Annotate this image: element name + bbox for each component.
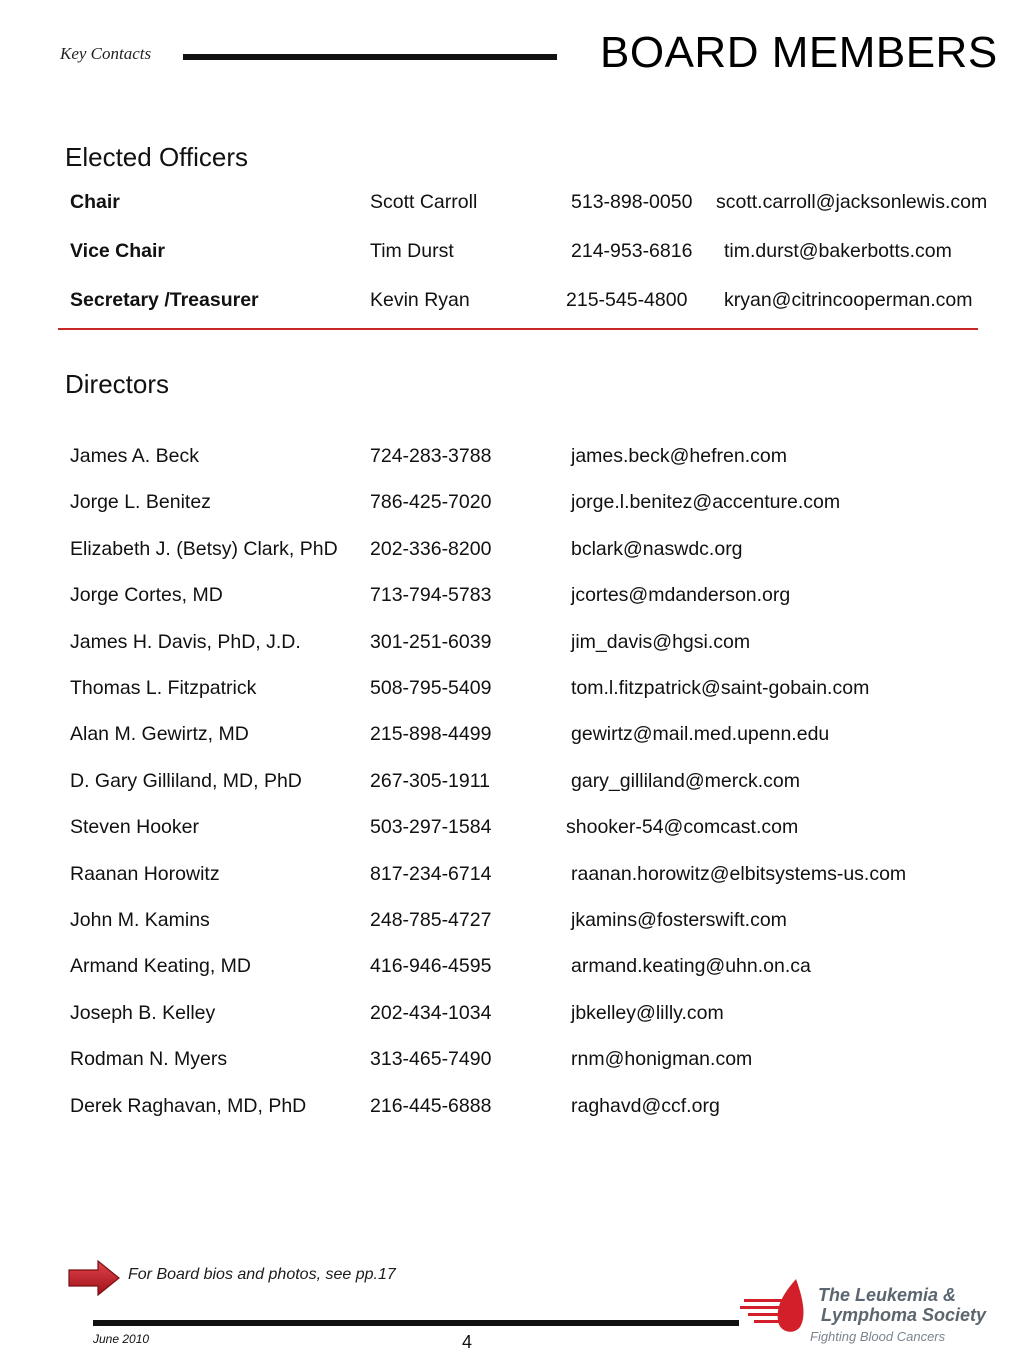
director-name: Raanan Horowitz [70,863,220,885]
director-row [0,677,1024,703]
director-name: Jorge Cortes, MD [70,584,223,606]
officer-phone: 215-545-4800 [566,289,688,311]
page-number: 4 [462,1332,473,1352]
director-phone: 503-297-1584 [370,816,492,838]
officer-phone: 214-953-6816 [571,240,693,262]
officer-role: Chair [70,191,120,213]
red-drop-streak-icon [738,1277,806,1337]
footer-rule [93,1320,739,1326]
director-email: raghavd@ccf.org [571,1095,720,1117]
director-phone: 724-283-3788 [370,445,492,467]
director-phone: 817-234-6714 [370,863,492,885]
director-phone: 313-465-7490 [370,1048,492,1070]
director-row [0,723,1024,749]
director-email: armand.keating@uhn.on.ca [571,955,811,977]
director-email: tom.l.fitzpatrick@saint-gobain.com [571,677,870,699]
director-row [0,584,1024,610]
directors-heading: Directors [65,369,170,399]
director-name: Alan M. Gewirtz, MD [70,723,249,745]
director-email: jcortes@mdanderson.org [571,584,791,606]
director-email: jbkelley@lilly.com [571,1002,724,1024]
director-name: Elizabeth J. (Betsy) Clark, PhD [70,538,338,560]
director-phone: 215-898-4499 [370,723,492,745]
director-email: bclark@naswdc.org [571,538,743,560]
director-row [0,538,1024,564]
section-label: Key Contacts [60,44,152,63]
director-email: rnm@honigman.com [571,1048,753,1070]
logo-line-2: Lymphoma Society [821,1305,987,1325]
director-name: D. Gary Gilliland, MD, PhD [70,770,302,792]
officer-email: kryan@citrincooperman.com [724,289,973,311]
director-row [0,1048,1024,1074]
director-row [0,816,1024,842]
director-phone: 202-336-8200 [370,538,492,560]
director-name: John M. Kamins [70,909,210,931]
director-row [0,1095,1024,1121]
header-rule [183,54,557,60]
director-row [0,1002,1024,1028]
director-row [0,631,1024,657]
director-phone: 713-794-5783 [370,584,492,606]
officer-row [0,289,1024,315]
director-name: Armand Keating, MD [70,955,251,977]
officer-phone: 513-898-0050 [571,191,693,213]
director-phone: 248-785-4727 [370,909,492,931]
director-phone: 267-305-1911 [370,770,490,792]
director-name: James H. Davis, PhD, J.D. [70,631,301,653]
officer-name: Kevin Ryan [370,289,470,311]
footer-date: June 2010 [93,1332,150,1346]
director-phone: 786-425-7020 [370,491,492,513]
bios-note: For Board bios and photos, see pp.17 [128,1266,396,1283]
officer-name: Scott Carroll [370,191,478,213]
logo-line-1: The Leukemia & [818,1285,957,1305]
director-name: Rodman N. Myers [70,1048,228,1070]
director-name: Joseph B. Kelley [70,1002,216,1024]
director-phone: 508-795-5409 [370,677,492,699]
arrow-right-icon [66,1258,122,1298]
officer-role: Secretary /Treasurer [70,289,259,311]
lls-logo [738,1275,1008,1350]
director-name: Thomas L. Fitzpatrick [70,677,257,699]
logo-tagline: Fighting Blood Cancers [810,1329,946,1344]
officer-email: tim.durst@bakerbotts.com [724,240,952,262]
director-email: raanan.horowitz@elbitsystems-us.com [571,863,907,885]
page-title: BOARD MEMBERS [600,28,998,77]
director-row [0,955,1024,981]
director-phone: 416-946-4595 [370,955,492,977]
officer-row [0,240,1024,266]
director-name: Jorge L. Benitez [70,491,211,513]
director-email: james.beck@hefren.com [571,445,787,467]
section-divider [58,328,978,330]
director-phone: 202-434-1034 [370,1002,492,1024]
director-email: gewirtz@mail.med.upenn.edu [571,723,830,745]
officer-name: Tim Durst [370,240,454,262]
director-email: jkamins@fosterswift.com [571,909,787,931]
director-row [0,491,1024,517]
director-name: James A. Beck [70,445,199,467]
director-email: shooker-54@comcast.com [566,816,799,838]
director-row [0,445,1024,471]
director-row [0,770,1024,796]
director-row [0,909,1024,935]
director-email: jorge.l.benitez@accenture.com [571,491,841,513]
officer-email: scott.carroll@jacksonlewis.com [716,191,988,213]
elected-officers-heading: Elected Officers [65,142,249,172]
director-name: Steven Hooker [70,816,199,838]
director-name: Derek Raghavan, MD, PhD [70,1095,307,1117]
director-row [0,863,1024,889]
director-email: gary_gilliland@merck.com [571,770,800,792]
officer-role: Vice Chair [70,240,166,262]
officer-row [0,191,1024,217]
director-email: jim_davis@hgsi.com [571,631,751,653]
director-phone: 216-445-6888 [370,1095,492,1117]
director-phone: 301-251-6039 [370,631,492,653]
